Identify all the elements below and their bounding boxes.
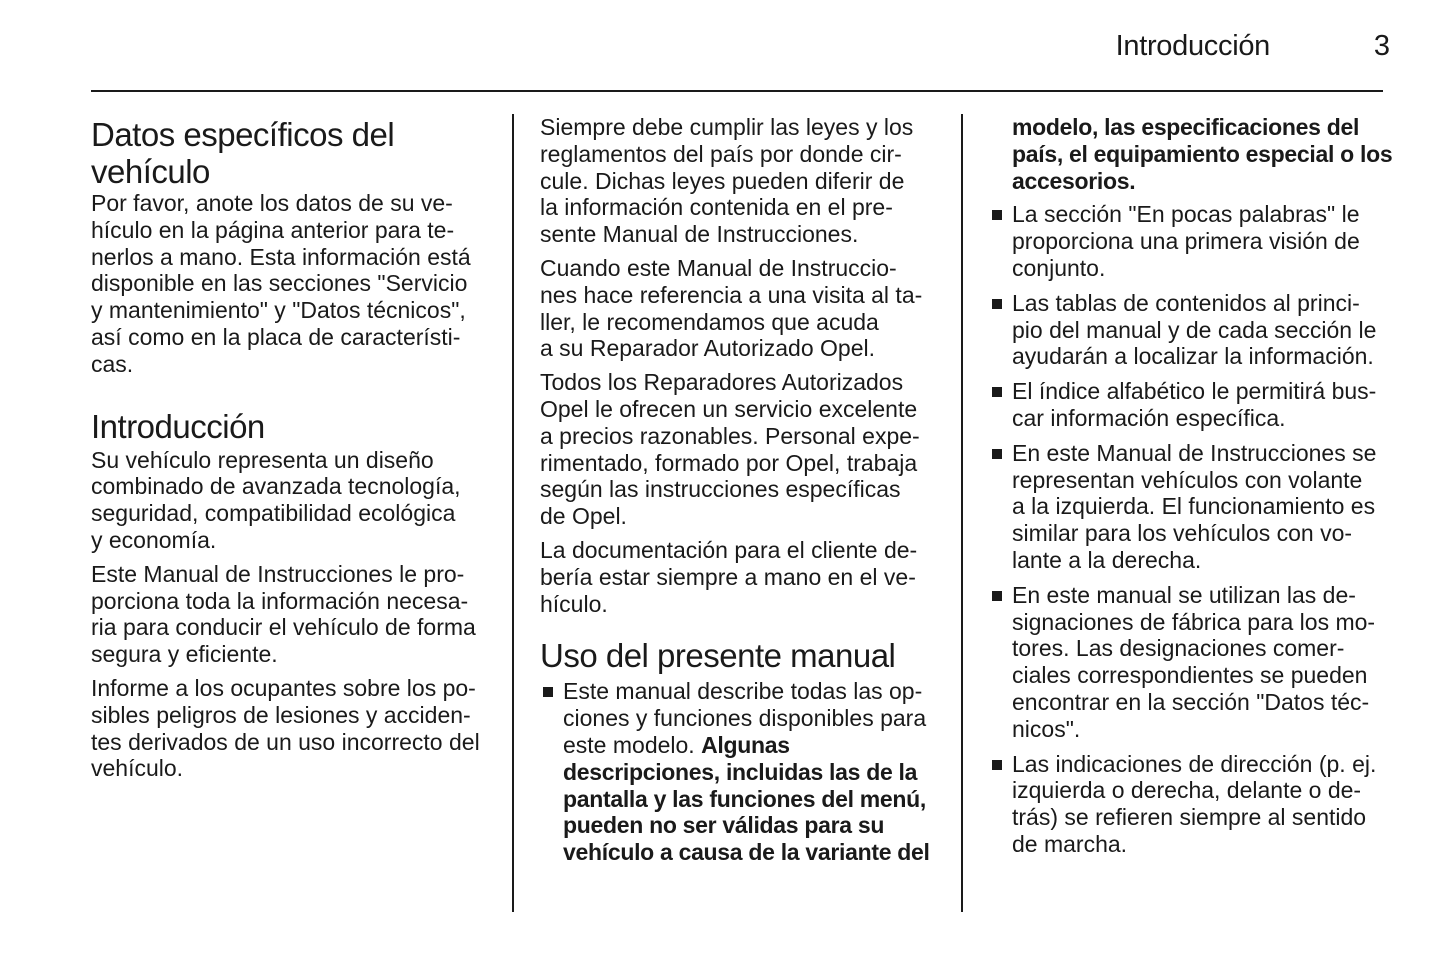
text-line: ciales correspondientes se pueden: [1012, 662, 1368, 689]
text-line: nes hace referencia a una visita al ta-: [540, 281, 923, 308]
text-line: hículo.: [540, 590, 608, 617]
text-line: En este Manual de Instrucciones se: [1012, 439, 1377, 466]
text-line: Este Manual de Instrucciones le pro-: [91, 560, 465, 587]
text-line: y economía.: [91, 526, 217, 553]
text-line: combinado de avanzada tecnología,: [91, 473, 461, 500]
list-item: [989, 440, 1385, 574]
emphasis-line: accesorios.: [1012, 167, 1136, 194]
bullet-icon: [992, 449, 1002, 459]
list-item-continuation: [989, 114, 1393, 194]
text-line: sibles peligros de lesiones y acciden-: [91, 701, 471, 728]
text-line: El índice alfabético le permitirá bus-: [1012, 378, 1377, 405]
text-line: car información específica.: [1012, 404, 1286, 431]
text-line: izquierda o derecha, delante o de-: [1012, 777, 1362, 804]
text-line: ller, le recomendamos que acuda: [540, 308, 879, 335]
text-line: ayudarán a localizar la información.: [1012, 343, 1374, 370]
text-line: de marcha.: [1012, 830, 1128, 857]
paragraph: [91, 675, 491, 782]
text-line: a su Reparador Autorizado Opel.: [540, 335, 875, 362]
header-rule: [91, 90, 1383, 92]
emphasis-text: Algunas: [701, 731, 790, 758]
text-line: [563, 732, 940, 759]
bullet-icon: [992, 760, 1002, 770]
text-line: bería estar siempre a mano en el ve-: [540, 563, 916, 590]
text-line: vehículo.: [91, 755, 184, 782]
text-line: ciones y funciones disponibles para: [563, 705, 927, 732]
text-line: rimentado, formado por Opel, trabaja: [540, 449, 918, 476]
text-line: cas.: [91, 350, 134, 377]
text-line: así como en la placa de característi-: [91, 323, 461, 350]
text-line: encontrar en la sección "Datos téc-: [1012, 688, 1370, 715]
text-line: de Opel.: [540, 503, 627, 530]
bullet-icon: [992, 299, 1002, 309]
emphasis-line: descripciones, incluidas las de la: [563, 758, 918, 785]
text-line: Por favor, anote los datos de su ve-: [91, 190, 453, 216]
text-line: disponible en las secciones "Servicio: [91, 270, 468, 297]
text-line: trás) se refieren siempre al sentido: [1012, 804, 1367, 831]
text-line: Su vehículo representa un diseño: [91, 446, 434, 473]
text-line: pio del manual y de cada sección le: [1012, 316, 1377, 343]
section-heading-introduccion: Introducción: [91, 407, 265, 445]
paragraph: [91, 561, 491, 668]
text-line: hículo en la página anterior para te-: [91, 216, 455, 243]
column-left: [91, 114, 491, 789]
text-line: La sección "En pocas palabras" le: [1012, 201, 1360, 228]
list-item: [989, 378, 1385, 432]
text-line: Este manual describe todas las op-: [563, 678, 923, 705]
column-middle: [540, 114, 940, 874]
text-line: Cuando este Manual de Instruccio-: [540, 254, 897, 281]
text-line: Siempre debe cumplir las leyes y los: [540, 114, 914, 140]
emphasis-line: vehículo a causa de la variante del: [563, 839, 930, 866]
column-divider: [961, 114, 963, 912]
text-line: similar para los vehículos con vo-: [1012, 520, 1353, 547]
text-line: la información contenida en el pre-: [540, 194, 893, 221]
list-item: [540, 678, 940, 866]
paragraph: [540, 369, 940, 530]
text-line: tes derivados de un uso incorrecto del: [91, 728, 480, 755]
text-line: nicos".: [1012, 715, 1081, 742]
text-line: ria para conducir el vehículo de forma: [91, 614, 476, 641]
emphasis-line: modelo, las especificaciones del: [1012, 114, 1360, 140]
text-line: según las instrucciones específicas: [540, 476, 901, 503]
paragraph: [91, 190, 491, 378]
heading-line: Datos específicos del: [91, 116, 395, 153]
text-line: Las indicaciones de dirección (p. ej.: [1012, 750, 1377, 777]
text-line: Opel le ofrecen un servicio excelente: [540, 395, 918, 422]
list-item: [989, 290, 1385, 370]
text-line: segura y eficiente.: [91, 641, 278, 668]
text-span: este modelo.: [563, 731, 702, 758]
list-item: [989, 751, 1385, 858]
paragraph: [540, 537, 940, 617]
emphasis-line: pueden no ser válidas para su: [563, 812, 885, 839]
text-line: seguridad, compatibilidad ecológica: [91, 500, 456, 527]
text-line: representan vehículos con volante: [1012, 466, 1363, 493]
text-line: La documentación para el cliente de-: [540, 536, 918, 563]
text-line: Informe a los ocupantes sobre los po-: [91, 674, 476, 701]
text-line: porciona toda la información necesa-: [91, 587, 469, 614]
page-header-title: Introducción: [1115, 30, 1270, 62]
paragraph: [91, 447, 491, 554]
bullet-icon: [992, 387, 1002, 397]
list-item: [989, 201, 1385, 281]
bullet-icon: [992, 591, 1002, 601]
text-line: a la izquierda. El funcionamiento es: [1012, 493, 1376, 520]
text-line: nerlos a mano. Esta información está: [91, 243, 471, 270]
text-line: Las tablas de contenidos al princi-: [1012, 289, 1360, 316]
section-heading-uso-manual: Uso del presente manual: [540, 637, 896, 675]
text-line: Todos los Reparadores Autorizados: [540, 369, 904, 396]
emphasis-line: pantalla y las funciones del menú,: [563, 785, 927, 812]
text-line: En este manual se utilizan las de-: [1012, 581, 1356, 608]
text-line: lante a la derecha.: [1012, 546, 1202, 573]
heading-line: vehículo: [91, 153, 210, 190]
list-item: [989, 582, 1385, 743]
column-right: [989, 114, 1393, 866]
text-line: signaciones de fábrica para los mo-: [1012, 608, 1376, 635]
text-line: proporciona una primera visión de: [1012, 228, 1360, 255]
paragraph: [540, 114, 940, 248]
text-line: a precios razonables. Personal expe-: [540, 422, 920, 449]
text-line: sente Manual de Instrucciones.: [540, 221, 859, 248]
text-line: reglamentos del país por donde cir-: [540, 140, 902, 167]
text-line: y mantenimiento" y "Datos técnicos",: [91, 297, 466, 324]
text-line: cule. Dichas leyes pueden diferir de: [540, 167, 905, 194]
bullet-icon: [992, 210, 1002, 220]
emphasis-line: país, el equipamiento especial o los: [1012, 140, 1393, 167]
paragraph: [540, 255, 940, 362]
page-number: 3: [1373, 30, 1390, 62]
column-divider: [512, 114, 514, 912]
bullet-icon: [543, 687, 553, 697]
section-heading-datos: [91, 116, 491, 190]
text-line: conjunto.: [1012, 254, 1106, 281]
text-line: tores. Las designaciones comer-: [1012, 635, 1345, 662]
